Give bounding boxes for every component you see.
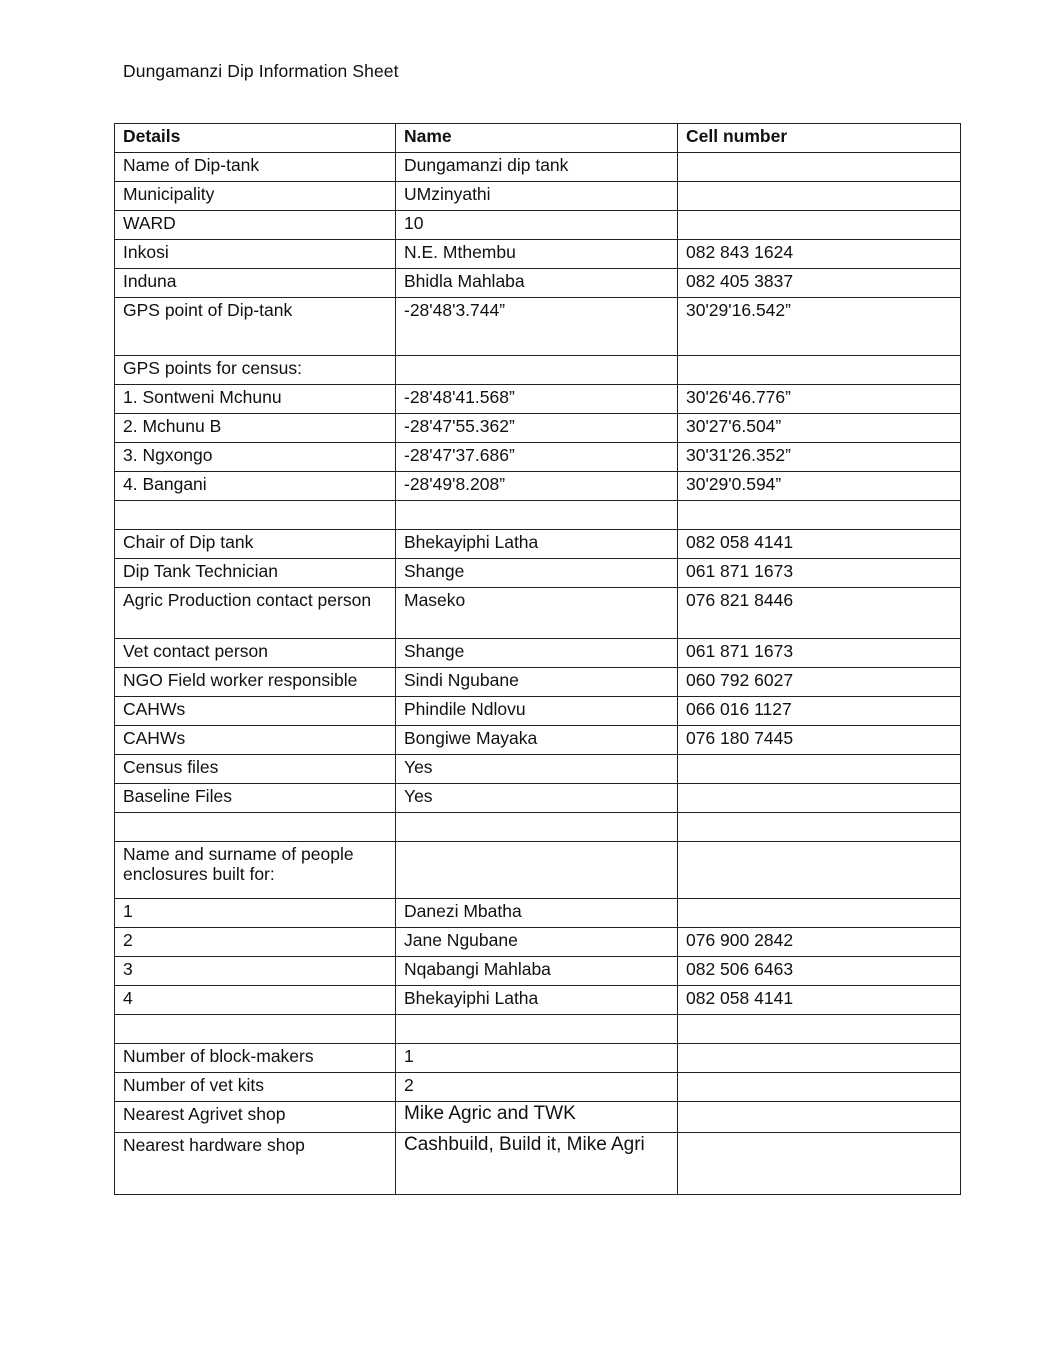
cell-number-cell — [678, 899, 961, 928]
table-row — [115, 1044, 961, 1073]
table-row — [115, 530, 961, 559]
details-cell: Nearest hardware shop — [115, 1133, 396, 1195]
cell-number-cell: 082 405 3837 — [678, 269, 961, 298]
name-cell — [396, 1015, 678, 1044]
table-row — [115, 1133, 961, 1195]
cell-number-cell: 076 821 8446 — [678, 588, 961, 639]
details-cell: Number of vet kits — [115, 1073, 396, 1102]
table-row — [115, 755, 961, 784]
table-row — [115, 668, 961, 697]
cell-number-cell — [678, 1133, 961, 1195]
name-cell: Jane Ngubane — [396, 928, 678, 957]
table-row — [115, 472, 961, 501]
details-cell: 1 — [115, 899, 396, 928]
cell-number-cell — [678, 1015, 961, 1044]
header-cell-number: Cell number — [678, 124, 961, 153]
table-row — [115, 385, 961, 414]
name-cell: Phindile Ndlovu — [396, 697, 678, 726]
name-cell: Maseko — [396, 588, 678, 639]
table-row — [115, 899, 961, 928]
cell-number-cell — [678, 501, 961, 530]
document-title: Dungamanzi Dip Information Sheet — [123, 61, 399, 81]
cell-number-cell — [678, 1044, 961, 1073]
cell-number-cell — [678, 842, 961, 899]
table-row — [115, 928, 961, 957]
name-cell — [396, 356, 678, 385]
name-cell: Bongiwe Mayaka — [396, 726, 678, 755]
name-cell: Dungamanzi dip tank — [396, 153, 678, 182]
name-cell: 1 — [396, 1044, 678, 1073]
table-row — [115, 501, 961, 530]
details-cell: Name of Dip-tank — [115, 153, 396, 182]
cell-number-cell: 30'27'6.504” — [678, 414, 961, 443]
table-row — [115, 639, 961, 668]
cell-number-cell — [678, 182, 961, 211]
name-cell: 10 — [396, 211, 678, 240]
name-cell: Shange — [396, 639, 678, 668]
name-cell: Shange — [396, 559, 678, 588]
table-row — [115, 842, 961, 899]
cell-number-cell: 082 843 1624 — [678, 240, 961, 269]
cell-number-cell: 061 871 1673 — [678, 639, 961, 668]
details-cell: GPS point of Dip-tank — [115, 298, 396, 356]
table-row — [115, 269, 961, 298]
table-row — [115, 784, 961, 813]
table-row — [115, 697, 961, 726]
name-cell: Bhekayiphi Latha — [396, 530, 678, 559]
details-cell: 4 — [115, 986, 396, 1015]
name-cell — [396, 501, 678, 530]
cell-number-cell: 060 792 6027 — [678, 668, 961, 697]
details-cell: 3 — [115, 957, 396, 986]
name-cell — [396, 842, 678, 899]
details-cell: Dip Tank Technician — [115, 559, 396, 588]
cell-number-cell: 082 506 6463 — [678, 957, 961, 986]
table-row — [115, 986, 961, 1015]
details-cell: Agric Production contact person — [115, 588, 396, 639]
cell-number-cell: 076 900 2842 — [678, 928, 961, 957]
details-cell: 3. Ngxongo — [115, 443, 396, 472]
header-details: Details — [115, 124, 396, 153]
table-row — [115, 356, 961, 385]
cell-number-cell: 30'29'0.594” — [678, 472, 961, 501]
table-row — [115, 298, 961, 356]
details-cell: Induna — [115, 269, 396, 298]
details-cell: Census files — [115, 755, 396, 784]
name-cell: -28'48'3.744” — [396, 298, 678, 356]
name-cell: Yes — [396, 755, 678, 784]
details-cell: Chair of Dip tank — [115, 530, 396, 559]
table-row — [115, 414, 961, 443]
name-cell: UMzinyathi — [396, 182, 678, 211]
details-cell: CAHWs — [115, 697, 396, 726]
cell-number-cell: 082 058 4141 — [678, 530, 961, 559]
name-cell: -28'48'41.568” — [396, 385, 678, 414]
details-cell: 2 — [115, 928, 396, 957]
name-cell: Cashbuild, Build it, Mike Agri — [396, 1133, 678, 1195]
name-cell: Mike Agric and TWK — [396, 1102, 678, 1133]
details-cell: CAHWs — [115, 726, 396, 755]
table-row — [115, 153, 961, 182]
cell-number-cell — [678, 153, 961, 182]
cell-number-cell: 061 871 1673 — [678, 559, 961, 588]
cell-number-cell — [678, 1073, 961, 1102]
cell-number-cell: 082 058 4141 — [678, 986, 961, 1015]
details-cell: Nearest Agrivet shop — [115, 1102, 396, 1133]
cell-number-cell: 076 180 7445 — [678, 726, 961, 755]
table-row — [115, 240, 961, 269]
table-row — [115, 1073, 961, 1102]
name-cell: -28'47'55.362” — [396, 414, 678, 443]
cell-number-cell: 30'31'26.352” — [678, 443, 961, 472]
table-row — [115, 559, 961, 588]
details-cell: Inkosi — [115, 240, 396, 269]
details-cell: Municipality — [115, 182, 396, 211]
name-cell: Yes — [396, 784, 678, 813]
details-cell: Baseline Files — [115, 784, 396, 813]
details-cell: 4. Bangani — [115, 472, 396, 501]
name-cell: -28'47'37.686” — [396, 443, 678, 472]
name-cell: -28'49'8.208” — [396, 472, 678, 501]
name-cell: Danezi Mbatha — [396, 899, 678, 928]
table-row — [115, 588, 961, 639]
table-row — [115, 182, 961, 211]
dip-information-table — [114, 123, 961, 1195]
cell-number-cell — [678, 755, 961, 784]
name-cell: Bhekayiphi Latha — [396, 986, 678, 1015]
name-cell: 2 — [396, 1073, 678, 1102]
cell-number-cell: 30'29'16.542” — [678, 298, 961, 356]
table-header-row — [115, 124, 961, 153]
table-row — [115, 726, 961, 755]
name-cell: Sindi Ngubane — [396, 668, 678, 697]
cell-number-cell — [678, 211, 961, 240]
details-cell — [115, 501, 396, 530]
table-row — [115, 1102, 961, 1133]
table-row — [115, 211, 961, 240]
cell-number-cell: 066 016 1127 — [678, 697, 961, 726]
cell-number-cell — [678, 784, 961, 813]
name-cell: Bhidla Mahlaba — [396, 269, 678, 298]
details-cell: Number of block-makers — [115, 1044, 396, 1073]
table-row — [115, 443, 961, 472]
cell-number-cell — [678, 813, 961, 842]
details-cell: Name and surname of people enclosures built for: — [115, 842, 396, 899]
details-cell — [115, 1015, 396, 1044]
details-cell: 1. Sontweni Mchunu — [115, 385, 396, 414]
name-cell: Nqabangi Mahlaba — [396, 957, 678, 986]
cell-number-cell: 30'26'46.776” — [678, 385, 961, 414]
cell-number-cell — [678, 356, 961, 385]
details-cell — [115, 813, 396, 842]
header-name: Name — [396, 124, 678, 153]
details-cell: WARD — [115, 211, 396, 240]
name-cell — [396, 813, 678, 842]
table-row — [115, 1015, 961, 1044]
details-cell: 2. Mchunu B — [115, 414, 396, 443]
details-cell: GPS points for census: — [115, 356, 396, 385]
table-row — [115, 813, 961, 842]
details-cell: NGO Field worker responsible — [115, 668, 396, 697]
details-cell: Vet contact person — [115, 639, 396, 668]
name-cell: N.E. Mthembu — [396, 240, 678, 269]
table-row — [115, 957, 961, 986]
cell-number-cell — [678, 1102, 961, 1133]
